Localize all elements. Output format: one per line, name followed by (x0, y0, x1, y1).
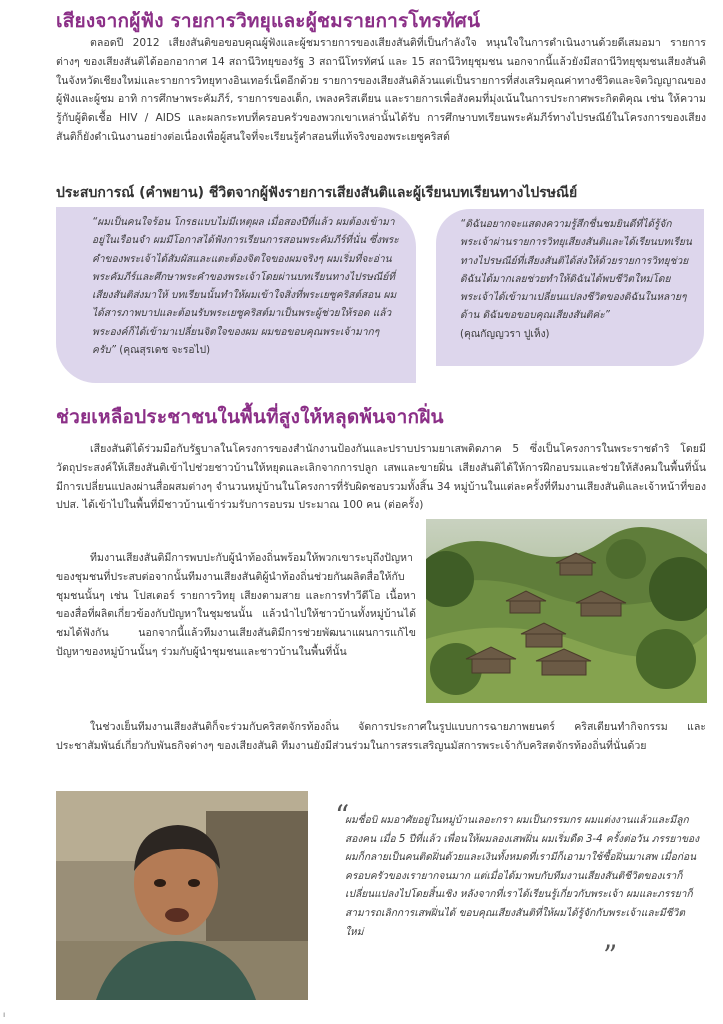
testimony-left-text: “ผมเป็นคนใจร้อน โกรธแบบไม่มีเหตุผล เมื่อสองปีที่แล้ว ผมต้องเข้ามาอยู่ในเรือนจำ ผมมีโอกาสได้ฟังการเรียนการสอนพระคัมภีร์ที่นั่น ซึ่งพระคำของพระเจ้าได้สัมผัสและแตะต้องจิตใจของผมจริงๆ ผมเริ่มที่จะอ่านพระคัมภีร์และศึกษาพระคำของพระเจ้าโดยผ่านบทเรียนทางไปรษณีย์ที่เสียงสันติส่งมาให้ บทเรียนนั้นทำให้ผมเข้าใจสิ่งที่พระเยซูคริสต์สอน ผมได้สารภาพบาปและต้อนรับพระเยซูคริสต์มาเป็นพระผู้ช่วยให้รอด แล้วพระองค์ก็ได้เข้ามาเปลี่ยนจิตใจของผม ผมขอขอบคุณพระเจ้ามากๆ ครับ” (92, 217, 399, 357)
section-title-opium: ช่วยเหลือประชาชนในพื้นที่สูงให้หลุดพ้นจากฝิ่น (56, 406, 444, 428)
testimony-right-attribution: (คุณกัญญวรา ปูเห็ง) (460, 328, 550, 340)
village-photo (426, 519, 707, 703)
quote-close-mark: ” (603, 939, 618, 972)
testimony-left (92, 214, 404, 360)
testimony-bi: ผมชื่อบิ ผมอาศัยอยู่ในหมู่บ้านเลอะกรา ผมเป็นกรรมกร ผมแต่งงานแล้วและมีลูกสองคน เมื่อ 5 ปีที่แล้ว เพื่อนให้ผมลองเสพฝิ่น ผมเริ่มดืด 3-4 ครั้งต่อวัน ภรรยาของผมก็กลายเป็นคนติดฝิ่นด้วยและเงินทั้งหมดที่เรามีก็เอามาใช้ซื้อฝิ่นมาเสพ เมื่อก่อนครอบครัวของเรายากจนมาก แต่เมื่อได้มาพบกับทีมงานเสียงสันติชีวิตของเราก็เปลี่ยนแปลงไปโดยสิ้นเชิง หลังจากที่เราได้เรียนรู้เกี่ยวกับพระเจ้า ผมและภรรยาก็สามารถเลิกการเสพฝิ่นได้ ขอบคุณเสียงสันติที่ให้ผมได้รู้จักกับพระเจ้าและมีชีวิตใหม่ (345, 815, 700, 938)
testimony-left-attribution: (คุณสุรเดช จะรอไป) (119, 345, 211, 357)
opium-paragraph-3: ในช่วงเย็นทีมงานเสียงสันติก็จะร่วมกับคริสตจักรท้องถิ่น จัดการประกาศในรูปแบบการฉายภาพยนตร์ คริสเตียนทำกิจกรรม และประชาสัมพันธ์เกี่ยวกับพันธกิจต่างๆ ของเสียงสันติ ทีมงานยังมีส่วนร่วมในการสรรเสริญนมัสการพระเจ้ากับคริสตจักรท้องถิ่นที่นั่นด้วย (56, 721, 706, 752)
testimony-right (460, 216, 695, 344)
quote-open-mark: “ (335, 799, 350, 832)
section-paragraph-intro: ตลอดปี 2012 เสียงสันติขอขอบคุณผู้ฟังและผู้ชมรายการของเสียงสันติที่เป็นกำลังใจ หนุนใจในการดำเนินงานด้วยดีเสมอมา รายการต่างๆ ของเสียงสันติได้ออกอากาศ 14 สถานีวิทยุของรัฐ 3 สถานีโทรทัศน์ และ 15 สถานีวิทยุชุมชน นอกจากนี้แล้วยังมีสถานีวิทยุชุมชนเสียงสันติในจังหวัดเชียงใหม่และรายการวิทยุทางอินเทอร์เน็ตอีกด้วย รายการของเสียงสันติล้วนแต่เป็นรายการที่ส่งเสริมคุณค่าทางชีวิตและจิตวิญญาณของผู้ฟังและผู้ชม อาทิ การศึกษาพระคัมภีร์, รายการของเด็ก, เพลงคริสเตียน และรายการเพื่อสังคมที่มุ่งเน้นในการประกาศพระกิตติคุณ เช่น ให้ความรู้กับผู้ติดเชื้อ HIV / AIDS และผลกระทบที่ครอบครัวของพวกเขาเหล่านั้นได้รับ การศึกษาบทเรียนพระคัมภีร์ทางไปรษณีย์ในโครงการของเสียงสันติก็ยังดำเนินงานอย่างต่อเนื่องเพื่อผู้สนใจที่จะเรียนรู้คำสอนที่แท้จริงของพระเยซูคริสต์ (56, 37, 706, 143)
opium-paragraph-2: ทีมงานเสียงสันติมีการพบปะกับผู้นำท้องถิ่นพร้อมให้พวกเขาระบุถึงปัญหาของชุมชนที่ประสบต่อจากนั้นทีมงานเสียงสันติผู้นำท้องถิ่นช่วยกันผลิตสื่อให้กับชุมชนนั้นๆ เช่น โปสเตอร์ รายการวิทยุ เสียงตามสาย และการทำวีดีโอ เนื้อหาของสื่อที่ผลิตเกี่ยวข้องกับปัญหาในชุมชนนั้น แล้วนำไปให้ชาวบ้านทั้งหมู่บ้านได้ชมได้ฟังกัน นอกจากนี้แล้วทีมงานเสียงสันติมีการช่วยพัฒนาแผนการแก้ไขปัญหาของหมู่บ้านนั้นๆ ร่วมกับผู้นำชุมชนและชาวบ้านในพื้นที่นั้น (56, 552, 416, 658)
testimony-person-photo (56, 791, 308, 1000)
section-title-listeners-viewers: เสียงจากผู้ฟัง รายการวิทยุและผู้ชมรายการโทรทัศน์ (56, 10, 481, 32)
opium-paragraph-1: เสียงสันติได้ร่วมมือกับรัฐบาลในโครงการของสำนักงานป้องกันและปราบปรามยาเสพติดภาค 5 ซึ่งเป็นโครงการในพระราชดำริ โดยมีวัตถุประสงค์ให้เสียงสันติเข้าไปช่วยชาวบ้านให้หยุดและเลิกจากการปลูก เสพและขายฝิ่น เสียงสันติได้ให้การฝึกอบรมและช่วยให้สังคมในพื้นที่นั้นมีการเปลี่ยนแปลงผ่านสื่อผสมต่างๆ จำนวนหมู่บ้านในโครงการที่รับผิดชอบรวมทั้งสิ้น 34 หมู่บ้านในแต่ละครั้งที่ทีมงานเสียงสันติและเจ้าหน้าที่ของ ปปส. ได้เข้าไปในพื้นที่มีชาวบ้านเข้าร่วมรับการอบรม ประมาณ 100 คน (ต่อครั้ง) (56, 443, 706, 512)
page-marker: ı (3, 1010, 6, 1019)
section-title-testimonies: ประสบการณ์ (คำพยาน) ชีวิตจากผู้ฟังรายการเสียงสันติและผู้เรียนบทเรียนทางไปรษณีย์ (56, 185, 578, 201)
testimony-right-text: “ดิฉันอยากจะแสดงความรู้สึกชื่นชมยินดีที่ได้รู้จักพระเจ้าผ่านรายการวิทยุเสียงสันติและได้เรียนบทเรียนทางไปรษณีย์ที่เสียงสันติได้ส่งให้ด้วยรายการวิทยุช่วยดิฉันได้มากเลยช่วยทำให้ดิฉันได้พบชีวิตใหม่โดยพระเจ้าได้เข้ามาเปลี่ยนแปลงชีวิตของดิฉันในหลายๆ ด้าน ดิฉันขอขอบคุณเสียงสันติค่ะ” (460, 219, 692, 322)
